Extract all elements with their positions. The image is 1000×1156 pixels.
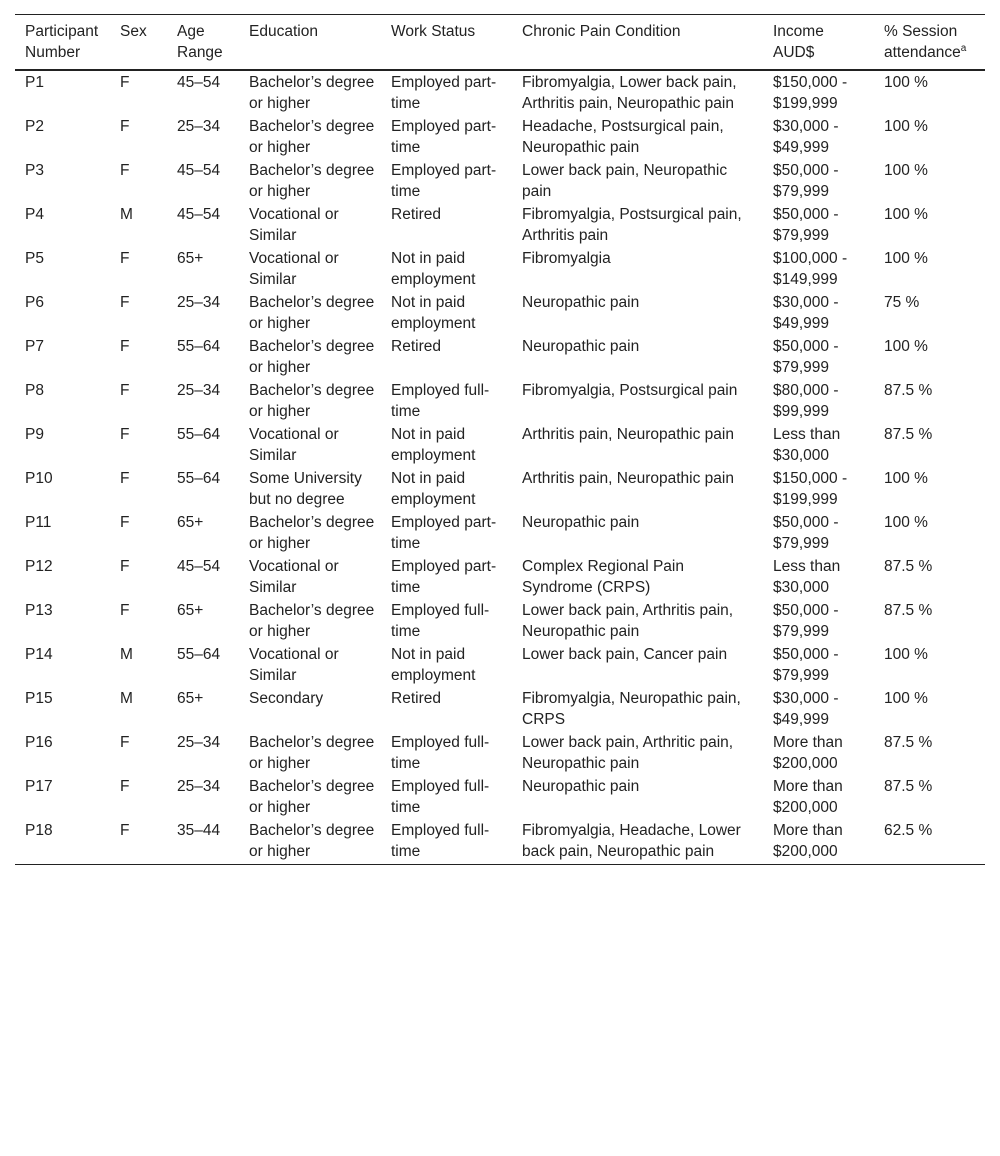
cell-condition: Neuropathic pain bbox=[522, 778, 640, 795]
table-row bbox=[15, 335, 985, 379]
cell-condition: Fibromyalgia, Postsurgical pain, Arthritis pain bbox=[522, 206, 742, 244]
cell-age: 45–54 bbox=[177, 162, 221, 179]
cell-condition: Fibromyalgia, Neuropathic pain, CRPS bbox=[522, 690, 741, 728]
cell-income: $50,000 - $79,999 bbox=[773, 514, 839, 552]
cell-income: $50,000 - $79,999 bbox=[773, 602, 839, 640]
table-row bbox=[15, 819, 985, 865]
cell-income: $30,000 - $49,999 bbox=[773, 294, 839, 332]
cell-work-status: Employed full-time bbox=[391, 778, 490, 816]
cell-condition: Neuropathic pain bbox=[522, 514, 640, 531]
cell-income: More than $200,000 bbox=[773, 734, 843, 772]
cell-age: 65+ bbox=[177, 514, 204, 531]
cell-work-status: Employed full-time bbox=[391, 734, 490, 772]
cell-age: 25–34 bbox=[177, 734, 221, 751]
cell-income: $150,000 - $199,999 bbox=[773, 74, 848, 112]
cell-condition: Neuropathic pain bbox=[522, 338, 640, 355]
cell-age: 65+ bbox=[177, 602, 204, 619]
cell-age: 55–64 bbox=[177, 426, 221, 443]
table-row bbox=[15, 379, 985, 423]
cell-education: Secondary bbox=[249, 690, 324, 707]
cell-condition: Lower back pain, Cancer pain bbox=[522, 646, 728, 663]
cell-sex: F bbox=[120, 470, 130, 487]
cell-education: Bachelor’s degree or higher bbox=[249, 118, 375, 156]
header-condition: Chronic Pain Condition bbox=[512, 15, 763, 71]
cell-sex: M bbox=[120, 206, 133, 223]
cell-work-status: Retired bbox=[391, 338, 441, 355]
table-row bbox=[15, 555, 985, 599]
cell-work-status: Not in paid employment bbox=[391, 250, 476, 288]
cell-participant: P14 bbox=[25, 646, 53, 663]
cell-attendance: 100 % bbox=[884, 646, 928, 663]
cell-education: Bachelor’s degree or higher bbox=[249, 74, 375, 112]
cell-attendance: 100 % bbox=[884, 206, 928, 223]
cell-education: Bachelor’s degree or higher bbox=[249, 778, 375, 816]
cell-income: $50,000 - $79,999 bbox=[773, 646, 839, 684]
cell-age: 55–64 bbox=[177, 470, 221, 487]
cell-education: Bachelor’s degree or higher bbox=[249, 294, 375, 332]
participant-characteristics-table bbox=[15, 14, 985, 865]
cell-attendance: 75 % bbox=[884, 294, 920, 311]
cell-condition: Complex Regional Pain Syndrome (CRPS) bbox=[522, 558, 684, 596]
cell-age: 25–34 bbox=[177, 382, 221, 399]
cell-work-status: Employed part-time bbox=[391, 74, 497, 112]
cell-education: Bachelor’s degree or higher bbox=[249, 734, 375, 772]
cell-work-status: Not in paid employment bbox=[391, 426, 476, 464]
cell-attendance: 87.5 % bbox=[884, 734, 933, 751]
table-row bbox=[15, 511, 985, 555]
cell-attendance: 62.5 % bbox=[874, 819, 985, 865]
cell-participant: P3 bbox=[25, 162, 44, 179]
cell-age: 65+ bbox=[177, 250, 204, 267]
cell-condition: Headache, Postsurgical pain, Neuropathic pain bbox=[522, 118, 724, 156]
table-header bbox=[15, 15, 985, 71]
cell-education: Bachelor’s degree or higher bbox=[239, 819, 381, 865]
table-row bbox=[15, 731, 985, 775]
cell-income: $30,000 - $49,999 bbox=[773, 118, 839, 156]
cell-sex: F bbox=[120, 118, 130, 135]
header-education: Education bbox=[239, 15, 381, 71]
cell-work-status: Not in paid employment bbox=[391, 470, 476, 508]
cell-condition: Lower back pain, Arthritic pain, Neuropathic pain bbox=[522, 734, 734, 772]
cell-sex: F bbox=[110, 819, 167, 865]
cell-income: $50,000 - $79,999 bbox=[773, 206, 839, 244]
cell-participant: P1 bbox=[25, 74, 44, 91]
cell-attendance: 100 % bbox=[884, 470, 928, 487]
cell-age: 45–54 bbox=[177, 558, 221, 575]
cell-age: 25–34 bbox=[177, 294, 221, 311]
cell-sex: F bbox=[120, 338, 130, 355]
cell-sex: F bbox=[120, 602, 130, 619]
cell-participant: P18 bbox=[15, 819, 110, 865]
cell-age: 45–54 bbox=[177, 206, 221, 223]
cell-work-status: Employed part-time bbox=[391, 162, 497, 200]
header-participant: Participant Number bbox=[15, 15, 110, 71]
cell-condition: Arthritis pain, Neuropathic pain bbox=[522, 426, 734, 443]
table-row bbox=[15, 115, 985, 159]
cell-income: More than $200,000 bbox=[763, 819, 874, 865]
cell-participant: P17 bbox=[25, 778, 53, 795]
cell-sex: F bbox=[120, 558, 130, 575]
cell-sex: F bbox=[120, 250, 130, 267]
table-row bbox=[15, 599, 985, 643]
cell-age: 55–64 bbox=[177, 646, 221, 663]
cell-age: 55–64 bbox=[177, 338, 221, 355]
cell-attendance: 100 % bbox=[884, 118, 928, 135]
cell-education: Bachelor’s degree or higher bbox=[249, 602, 375, 640]
cell-income: More than $200,000 bbox=[773, 778, 843, 816]
cell-participant: P12 bbox=[25, 558, 53, 575]
cell-condition: Fibromyalgia, Headache, Lower back pain, Neuropathic pain bbox=[512, 819, 763, 865]
cell-work-status: Not in paid employment bbox=[391, 646, 476, 684]
cell-attendance: 87.5 % bbox=[884, 778, 933, 795]
cell-work-status: Employed full-time bbox=[381, 819, 512, 865]
cell-education: Bachelor’s degree or higher bbox=[249, 514, 375, 552]
cell-attendance: 87.5 % bbox=[884, 558, 933, 575]
cell-participant: P5 bbox=[25, 250, 44, 267]
cell-education: Some University but no degree bbox=[249, 470, 362, 508]
cell-condition: Fibromyalgia, Postsurgical pain bbox=[522, 382, 738, 399]
table-row bbox=[15, 423, 985, 467]
header-age: Age Range bbox=[167, 15, 239, 71]
cell-condition: Lower back pain, Neuropathic pain bbox=[522, 162, 728, 200]
cell-participant: P10 bbox=[25, 470, 53, 487]
cell-attendance: 87.5 % bbox=[884, 382, 933, 399]
cell-sex: F bbox=[120, 74, 130, 91]
cell-education: Vocational or Similar bbox=[249, 250, 339, 288]
cell-education: Vocational or Similar bbox=[249, 558, 339, 596]
table-row bbox=[15, 203, 985, 247]
cell-participant: P13 bbox=[25, 602, 53, 619]
cell-participant: P2 bbox=[25, 118, 44, 135]
cell-work-status: Employed part-time bbox=[391, 558, 497, 596]
cell-income: Less than $30,000 bbox=[773, 558, 841, 596]
cell-education: Bachelor’s degree or higher bbox=[249, 338, 375, 376]
cell-attendance: 100 % bbox=[884, 250, 928, 267]
cell-age: 45–54 bbox=[177, 74, 221, 91]
cell-work-status: Employed full-time bbox=[391, 602, 490, 640]
header-row bbox=[15, 15, 985, 71]
header-attendance bbox=[874, 15, 985, 71]
cell-education: Vocational or Similar bbox=[249, 426, 339, 464]
table-body bbox=[15, 70, 985, 865]
header-sex: Sex bbox=[110, 15, 167, 71]
cell-participant: P9 bbox=[25, 426, 44, 443]
cell-participant: P7 bbox=[25, 338, 44, 355]
cell-age: 25–34 bbox=[177, 778, 221, 795]
header-attendance-label: % Session attendance bbox=[884, 23, 961, 61]
cell-attendance: 100 % bbox=[884, 338, 928, 355]
header-work-status: Work Status bbox=[381, 15, 512, 71]
cell-attendance: 87.5 % bbox=[884, 602, 933, 619]
cell-sex: M bbox=[120, 690, 133, 707]
cell-education: Bachelor’s degree or higher bbox=[249, 162, 375, 200]
table-row bbox=[15, 775, 985, 819]
cell-work-status: Employed part-time bbox=[391, 514, 497, 552]
cell-income: $100,000 - $149,999 bbox=[773, 250, 848, 288]
cell-education: Vocational or Similar bbox=[249, 646, 339, 684]
cell-attendance: 100 % bbox=[884, 74, 928, 91]
cell-participant: P15 bbox=[25, 690, 53, 707]
cell-condition: Fibromyalgia bbox=[522, 250, 611, 267]
cell-attendance: 100 % bbox=[884, 162, 928, 179]
cell-participant: P6 bbox=[25, 294, 44, 311]
table-row bbox=[15, 247, 985, 291]
cell-income: $50,000 - $79,999 bbox=[773, 162, 839, 200]
attendance-footnote-marker: a bbox=[960, 42, 967, 54]
cell-condition: Fibromyalgia, Lower back pain, Arthritis pain, Neuropathic pain bbox=[522, 74, 737, 112]
table-row bbox=[15, 467, 985, 511]
cell-condition: Arthritis pain, Neuropathic pain bbox=[522, 470, 734, 487]
cell-age: 65+ bbox=[177, 690, 204, 707]
cell-condition: Neuropathic pain bbox=[522, 294, 640, 311]
cell-income: $50,000 - $79,999 bbox=[773, 338, 839, 376]
cell-work-status: Not in paid employment bbox=[391, 294, 476, 332]
cell-education: Bachelor’s degree or higher bbox=[249, 382, 375, 420]
cell-income: Less than $30,000 bbox=[773, 426, 841, 464]
header-income: Income AUD$ bbox=[763, 15, 874, 71]
cell-work-status: Employed full-time bbox=[391, 382, 490, 420]
table-row bbox=[15, 643, 985, 687]
cell-sex: F bbox=[120, 778, 130, 795]
cell-sex: F bbox=[120, 734, 130, 751]
cell-income: $80,000 - $99,999 bbox=[773, 382, 839, 420]
cell-attendance: 87.5 % bbox=[884, 426, 933, 443]
cell-age: 35–44 bbox=[167, 819, 239, 865]
table-row bbox=[15, 70, 985, 115]
cell-age: 25–34 bbox=[177, 118, 221, 135]
cell-sex: F bbox=[120, 382, 130, 399]
table-row bbox=[15, 687, 985, 731]
cell-attendance: 100 % bbox=[884, 514, 928, 531]
cell-sex: F bbox=[120, 162, 130, 179]
cell-attendance: 100 % bbox=[884, 690, 928, 707]
cell-participant: P16 bbox=[25, 734, 53, 751]
cell-education: Vocational or Similar bbox=[249, 206, 339, 244]
cell-sex: F bbox=[120, 294, 130, 311]
cell-work-status: Retired bbox=[391, 690, 441, 707]
cell-sex: F bbox=[120, 514, 130, 531]
cell-participant: P11 bbox=[25, 514, 52, 531]
cell-sex: M bbox=[120, 646, 133, 663]
cell-income: $30,000 - $49,999 bbox=[773, 690, 839, 728]
table-row bbox=[15, 291, 985, 335]
cell-participant: P4 bbox=[25, 206, 44, 223]
table-row bbox=[15, 159, 985, 203]
cell-work-status: Retired bbox=[391, 206, 441, 223]
cell-participant: P8 bbox=[25, 382, 44, 399]
cell-condition: Lower back pain, Arthritis pain, Neuropathic pain bbox=[522, 602, 734, 640]
cell-income: $150,000 - $199,999 bbox=[773, 470, 848, 508]
cell-work-status: Employed part-time bbox=[391, 118, 497, 156]
participant-table-container bbox=[15, 14, 985, 865]
cell-sex: F bbox=[120, 426, 130, 443]
